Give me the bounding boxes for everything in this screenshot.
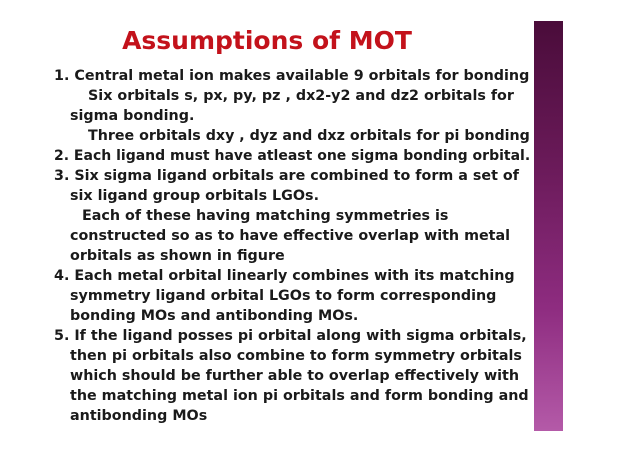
text-line: Six orbitals s, px, py, pz , dx2-y2 and dz2 orbitals for	[88, 88, 514, 104]
text-line: bonding MOs and antibonding MOs.	[70, 308, 359, 324]
text-line: orbitals as shown in figure	[70, 248, 285, 264]
text-line: antibonding MOs	[70, 408, 208, 424]
text-line: Each of these having matching symmetries is	[82, 208, 449, 224]
text-line: 1. Central metal ion makes available 9 orbitals for bonding	[54, 68, 530, 84]
text-line: six ligand group orbitals LGOs.	[70, 188, 319, 204]
decorative-side-bar	[534, 21, 563, 431]
text-line: which should be further able to overlap effectively with	[70, 368, 520, 384]
text-line: 3. Six sigma ligand orbitals are combined to form a set of	[54, 168, 519, 184]
text-line: the matching metal ion pi orbitals and form bonding and	[70, 388, 529, 404]
text-line: symmetry ligand orbital LGOs to form corresponding	[70, 288, 497, 304]
slide-title: Assumptions of MOT	[122, 26, 412, 55]
text-line: Three orbitals dxy , dyz and dxz orbitals for pi bonding	[88, 128, 530, 144]
text-line: 4. Each metal orbital linearly combines with its matching	[54, 268, 515, 284]
text-line: 2. Each ligand must have atleast one sigma bonding orbital.	[54, 148, 531, 164]
text-line: then pi orbitals also combine to form symmetry orbitals	[70, 348, 522, 364]
text-line: constructed so as to have effective overlap with metal	[70, 228, 511, 244]
text-line: sigma bonding.	[70, 108, 195, 124]
text-line: 5. If the ligand posses pi orbital along with sigma orbitals,	[54, 328, 527, 344]
